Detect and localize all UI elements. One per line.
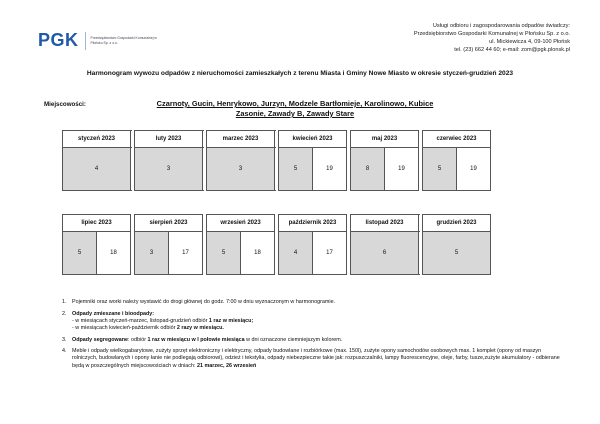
company-logo <box>38 30 161 51</box>
month-header: czerwiec 2023 <box>423 131 491 148</box>
mixed-day-cell: 3 <box>135 148 203 191</box>
note-emphasis: 1 raz w miesiącu; <box>208 317 254 324</box>
month-header: listopad 2023 <box>351 215 419 232</box>
note-title: Odpady segregowane <box>72 336 129 343</box>
note-line: - w miesiącach kwiecień-październik odbiór <box>72 325 177 331</box>
segregated-day-cell: 19 <box>313 148 347 191</box>
month-header: grudzień 2023 <box>423 215 491 232</box>
locations-line-2: Zasonie, Zawady B, Zawady Stare <box>235 109 355 118</box>
mixed-day-cell: 4 <box>279 232 313 275</box>
note-item <box>62 311 562 333</box>
note-item <box>62 337 562 344</box>
schedule-table-jan-jun <box>62 130 491 191</box>
mixed-day-cell: 6 <box>351 232 419 275</box>
note-number: 4. <box>62 348 67 355</box>
mixed-day-cell: 5 <box>63 232 97 275</box>
note-number: 1. <box>62 299 67 305</box>
note-line: w dni oznaczone ciemniejszym kolorem. <box>244 336 343 343</box>
segregated-day-cell: 17 <box>169 232 203 275</box>
contact-line-2: Przedsiębiorstwo Gospodarki Komunalnej w Płońsku Sp. z o.o. <box>413 31 570 37</box>
note-item <box>62 299 562 306</box>
document-title: Harmonogram wywozu odpadów z nieruchomości zamieszkałych z terenu Miasta i Gminy Nowe Miasto w okresie styczeń-grudzień 2023 <box>86 70 514 77</box>
company-contact <box>414 22 570 54</box>
mixed-day-cell: 5 <box>423 148 457 191</box>
month-header: luty 2023 <box>135 131 203 148</box>
segregated-day-cell: 18 <box>97 232 131 275</box>
logo-mark: PGK <box>38 30 79 50</box>
contact-line-1: Usługi odbioru i zagospodarowania odpadów świadczy: <box>432 23 570 29</box>
note-title: Odpady zmieszane i bioodpady: <box>72 310 155 317</box>
month-header: styczeń 2023 <box>63 131 131 148</box>
contact-line-3: ul. Mickiewicza 4, 09-100 Płońsk <box>489 39 570 45</box>
notes-section <box>62 299 562 374</box>
segregated-day-cell: 17 <box>313 232 347 275</box>
schedule-table-jul-dec <box>62 214 491 275</box>
segregated-day-cell: 18 <box>241 232 275 275</box>
mixed-day-cell: 3 <box>207 148 275 191</box>
note-emphasis: 2 razy w miesiącu. <box>176 325 224 331</box>
note-dates: 21 marzec, 26 wrzesień <box>196 362 257 369</box>
mixed-day-cell: 4 <box>63 148 131 191</box>
segregated-day-cell: 19 <box>385 148 419 191</box>
logo-subtitle: Przedsiębiorstwo Gospodarki Komunalnej w Płońsku Sp. z o.o. <box>90 36 157 45</box>
month-header: sierpień 2023 <box>135 215 203 232</box>
mixed-day-cell: 3 <box>135 232 169 275</box>
month-header: kwiecień 2023 <box>279 131 347 148</box>
logo-separator <box>85 32 86 50</box>
note-number: 3. <box>62 336 67 343</box>
locations-line-1: Czarnoty, Gucin, Henrykowo, Jurzyn, Modzele Bartłomieje, Karolinowo, Kubice <box>156 99 434 108</box>
note-number: 2. <box>62 310 67 317</box>
note-item <box>62 348 562 370</box>
note-text: Pojemniki oraz worki należy wystawić do drogi głównej do godz. 7:00 w dniu wyznaczonym w harmonogramie. <box>72 299 336 305</box>
contact-line-4: tel. (23) 662 44 60; e-mail: zom@pgk.plonsk.pl <box>454 47 570 53</box>
note-text: Meble i odpady wielkogabarytowe, zużyty sprzęt elektroniczny i elektryczny, odpady budowlane i rozbiórkowe (max. 150l), zużyte opony samochodów osobowych max. 1 komplet (opony od maszyn rolniczych, budowlanych i opony łanie nie podlegają odbiorowi), odzież i tekstylia, odpady niebezpieczne takie jak: rozpuszczalniki, lampy fluorescencyjne, oleje, farby, tusze,zużyte akumulatory - odbierane będą w poszczególnych miejscowościach w dniach: <box>72 348 560 369</box>
note-line: : odbiór <box>128 336 148 343</box>
mixed-day-cell: 5 <box>207 232 241 275</box>
note-line: - w miesiącach styczeń-marzec, listopad-grudzień odbiór <box>72 317 209 324</box>
segregated-day-cell: 19 <box>457 148 491 191</box>
mixed-day-cell: 8 <box>351 148 385 191</box>
locations-label: Miejscowości: <box>44 101 86 108</box>
mixed-day-cell: 5 <box>423 232 491 275</box>
locations-list <box>150 99 440 119</box>
month-header: lipiec 2023 <box>63 215 131 232</box>
note-emphasis: 1 raz w miesiącu w I połowie miesiąca <box>147 336 245 343</box>
mixed-day-cell: 5 <box>279 148 313 191</box>
month-header: wrzesień 2023 <box>207 215 275 232</box>
month-header: marzec 2023 <box>207 131 275 148</box>
month-header: październik 2023 <box>279 215 347 232</box>
month-header: maj 2023 <box>351 131 419 148</box>
